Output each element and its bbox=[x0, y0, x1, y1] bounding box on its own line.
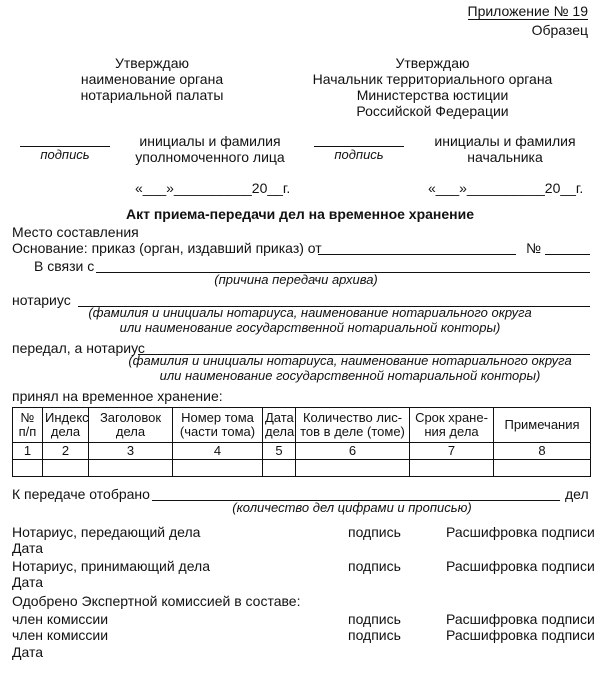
table-cell: 8 bbox=[494, 443, 591, 460]
table-cell bbox=[263, 460, 296, 477]
table-cell bbox=[410, 460, 494, 477]
notary-hint-line: или наименование государственной нотариальной конторы) bbox=[119, 319, 501, 335]
transferred-hint bbox=[110, 354, 590, 384]
selected-hint: (количество дел цифрами и прописью) bbox=[232, 500, 472, 515]
number-sign: № bbox=[526, 240, 542, 256]
commission-date: Дата bbox=[12, 644, 44, 660]
accepted-label: принял на временное хранение: bbox=[12, 388, 223, 404]
table-cell: 4 bbox=[173, 443, 263, 460]
appendix-number: Приложение № 19 bbox=[467, 3, 588, 19]
col-header-title: Заголовок дела bbox=[89, 408, 173, 443]
transferred-hint-line: или наименование государственной нотариальной конторы) bbox=[159, 367, 541, 383]
notary-receiving-sign: подпись bbox=[348, 558, 401, 574]
table-cell bbox=[296, 460, 410, 477]
col-header-sheets: Количество лис- тов в деле (томе) bbox=[296, 408, 410, 443]
col-header-notes: Примечания bbox=[494, 408, 591, 443]
right-name-line: начальника bbox=[467, 149, 543, 166]
table-cell: 1 bbox=[13, 443, 43, 460]
table-header-row bbox=[13, 408, 591, 443]
notary-receiving-label: Нотариус, принимающий дела bbox=[12, 558, 211, 574]
table-cell bbox=[494, 460, 591, 477]
due-to-label: В связи с bbox=[34, 258, 95, 274]
approval-right-line: Министерства юстиции bbox=[356, 87, 509, 104]
table-cell: 3 bbox=[89, 443, 173, 460]
notary-giving-label: Нотариус, передающий дела bbox=[12, 524, 201, 540]
right-name-line: инициалы и фамилия bbox=[434, 133, 576, 149]
number-line bbox=[545, 254, 590, 255]
table-cell bbox=[43, 460, 89, 477]
member-1-decode: Расшифровка подписи bbox=[446, 611, 595, 627]
approval-left-line: Утверждаю bbox=[115, 55, 189, 71]
table-cell bbox=[13, 460, 43, 477]
approval-right-line: Утверждаю bbox=[395, 55, 470, 71]
table-row bbox=[13, 460, 591, 477]
approval-right bbox=[310, 55, 555, 119]
table-cell: 5 bbox=[263, 443, 296, 460]
member-2-sign: подпись bbox=[348, 627, 401, 643]
notary-hint-line: (фамилия и инициалы нотариуса, наименование нотариального округа bbox=[88, 305, 532, 320]
transferred-label: передал, а нотариус bbox=[12, 340, 145, 356]
member-2-decode: Расшифровка подписи bbox=[446, 627, 595, 643]
table-cell: 2 bbox=[43, 443, 89, 460]
approval-right-line: Российской Федерации bbox=[356, 103, 509, 120]
member-2-label: член комиссии bbox=[12, 627, 109, 643]
col-header-volume: Номер тома (части тома) bbox=[173, 408, 263, 443]
cases-table bbox=[12, 407, 591, 477]
right-name-block bbox=[430, 133, 580, 165]
due-to-hint: (причина передачи архива) bbox=[214, 272, 378, 287]
notary-receiving-decode: Расшифровка подписи bbox=[446, 558, 595, 574]
approval-left bbox=[52, 55, 252, 103]
table-cell: 7 bbox=[410, 443, 494, 460]
basis-line bbox=[318, 254, 516, 255]
sample-label: Образец bbox=[531, 22, 588, 38]
notary-giving-date: Дата bbox=[12, 540, 44, 556]
place-label: Место составления bbox=[12, 224, 139, 240]
notary-giving-decode: Расшифровка подписи bbox=[446, 524, 595, 540]
member-1-sign: подпись bbox=[348, 611, 401, 627]
approval-right-line: Начальник территориального органа bbox=[312, 71, 553, 88]
notary-label: нотариус bbox=[12, 292, 71, 308]
notary-hint bbox=[60, 306, 560, 336]
col-header-date: Дата дела bbox=[263, 408, 296, 443]
selected-label: К передаче отобрано bbox=[12, 486, 150, 502]
notary-receiving-date: Дата bbox=[12, 574, 44, 590]
table-cell bbox=[89, 460, 173, 477]
notary-giving-sign: подпись bbox=[348, 524, 401, 540]
member-1-label: член комиссии bbox=[12, 611, 109, 627]
right-approval-date: «___»__________20__г. bbox=[428, 180, 584, 196]
selected-unit: дел bbox=[565, 486, 589, 502]
left-approval-date: «___»__________20__г. bbox=[135, 180, 291, 196]
right-signature-label: подпись bbox=[334, 147, 384, 162]
left-name-block bbox=[125, 133, 295, 165]
col-header-storage: Срок хране- ния дела bbox=[410, 408, 494, 443]
col-header-index: Индекс дела bbox=[43, 408, 89, 443]
transferred-hint-line: (фамилия и инициалы нотариуса, наименование нотариального округа bbox=[128, 353, 572, 368]
approval-left-line: наименование органа bbox=[80, 71, 224, 88]
left-name-line: инициалы и фамилия bbox=[139, 133, 281, 149]
basis-label: Основание: приказ (орган, издавший приказ) от bbox=[12, 240, 322, 256]
table-cell: 6 bbox=[296, 443, 410, 460]
commission-label: Одобрено Экспертной комиссией в составе: bbox=[12, 593, 301, 609]
approval-left-line: нотариальной палаты bbox=[80, 87, 224, 104]
document-title: Акт приема-передачи дел на временное хранение bbox=[125, 206, 475, 222]
left-name-line: уполномоченного лица bbox=[135, 149, 285, 166]
table-cell bbox=[173, 460, 263, 477]
left-signature-label: подпись bbox=[40, 147, 90, 162]
col-header-number: № п/п bbox=[13, 408, 43, 443]
table-number-row bbox=[13, 443, 591, 460]
